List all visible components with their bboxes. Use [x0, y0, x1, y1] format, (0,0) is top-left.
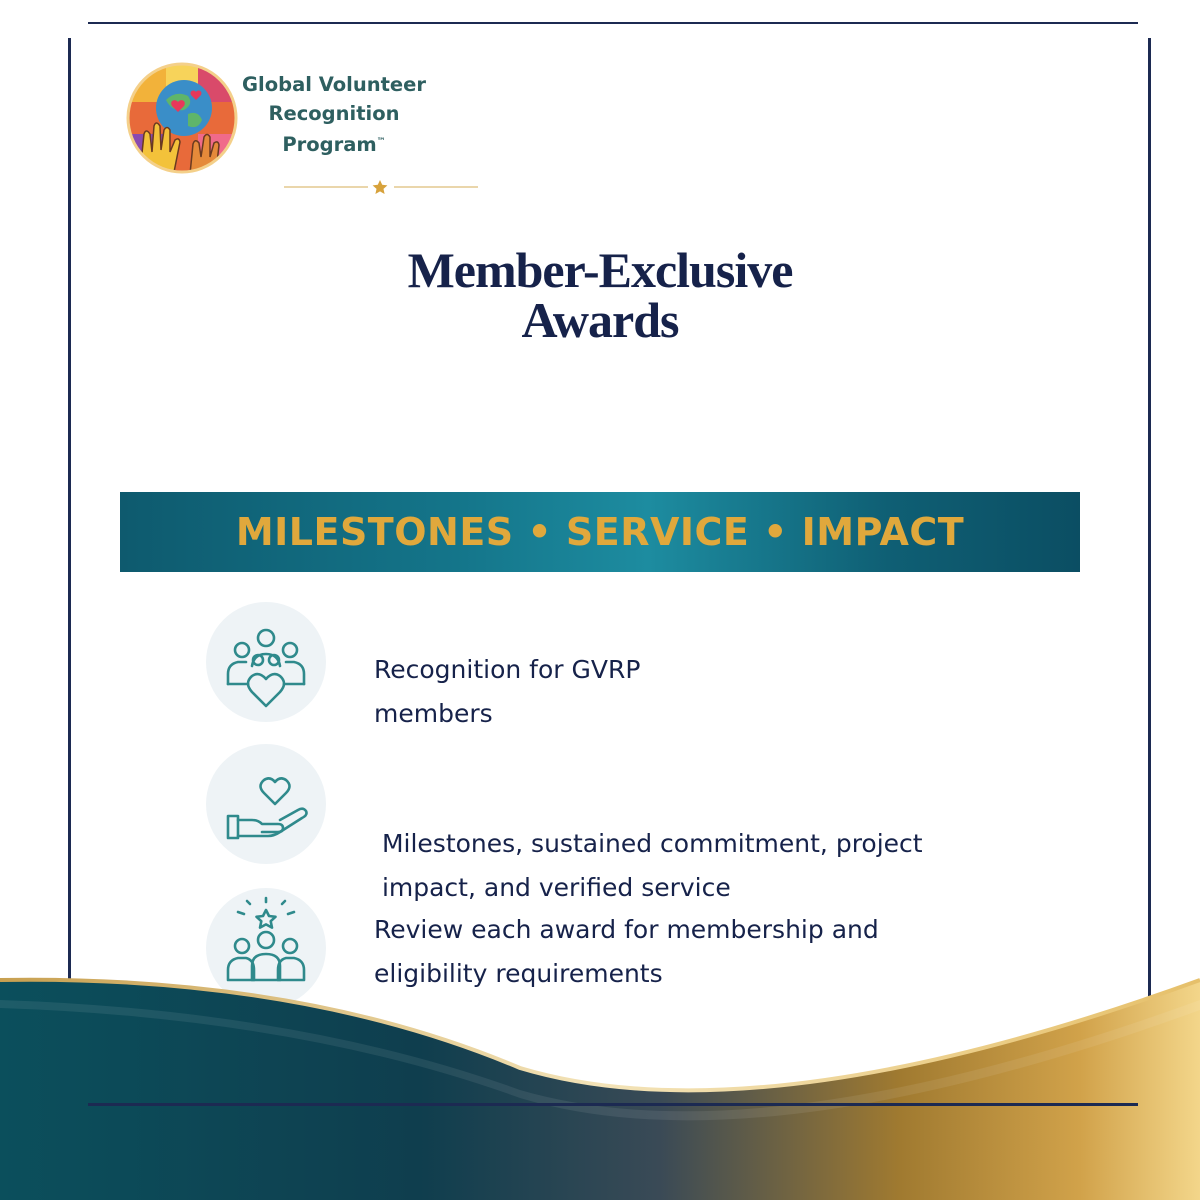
frame-top-line: [88, 22, 1138, 24]
hand-heart-icon: [206, 744, 326, 864]
feature-1-line-1: Recognition for GVRP: [374, 655, 641, 684]
bottom-wave-decoration: [0, 970, 1200, 1200]
feature-3-line-2: eligibility requirements: [374, 959, 663, 988]
logo-line-2: Recognition: [268, 102, 400, 125]
title-line-1: Member-Exclusive: [407, 242, 793, 298]
feature-item-1: [374, 648, 640, 736]
frame-right-line: [1148, 38, 1151, 998]
logo-line-3: [236, 128, 432, 159]
logo-line-3-text: Program: [282, 133, 377, 156]
ornamental-divider: [284, 178, 478, 198]
title-line-2: Awards: [521, 292, 679, 348]
logo-line-1: Global Volunteer: [242, 73, 426, 96]
frame-bottom-line: [88, 1103, 1138, 1106]
volunteer-globe-hands-icon: [126, 62, 238, 174]
feature-item-2: [374, 822, 923, 910]
logo-wordmark: [236, 70, 432, 159]
feature-1-line-2: members: [374, 699, 493, 728]
people-heart-icon: [206, 602, 326, 722]
feature-3-line-1: Review each award for membership and: [374, 915, 879, 944]
tagline-banner: [120, 492, 1080, 572]
banner-text: MILESTONES • SERVICE • IMPACT: [235, 510, 965, 554]
star-icon: [373, 180, 388, 194]
frame-left-line: [68, 38, 71, 998]
trademark-symbol: ™: [376, 137, 386, 147]
feature-2-line-2: impact, and verified service: [374, 873, 731, 902]
feature-2-line-1: Milestones, sustained commitment, project: [374, 829, 923, 858]
page-title: [300, 242, 900, 348]
